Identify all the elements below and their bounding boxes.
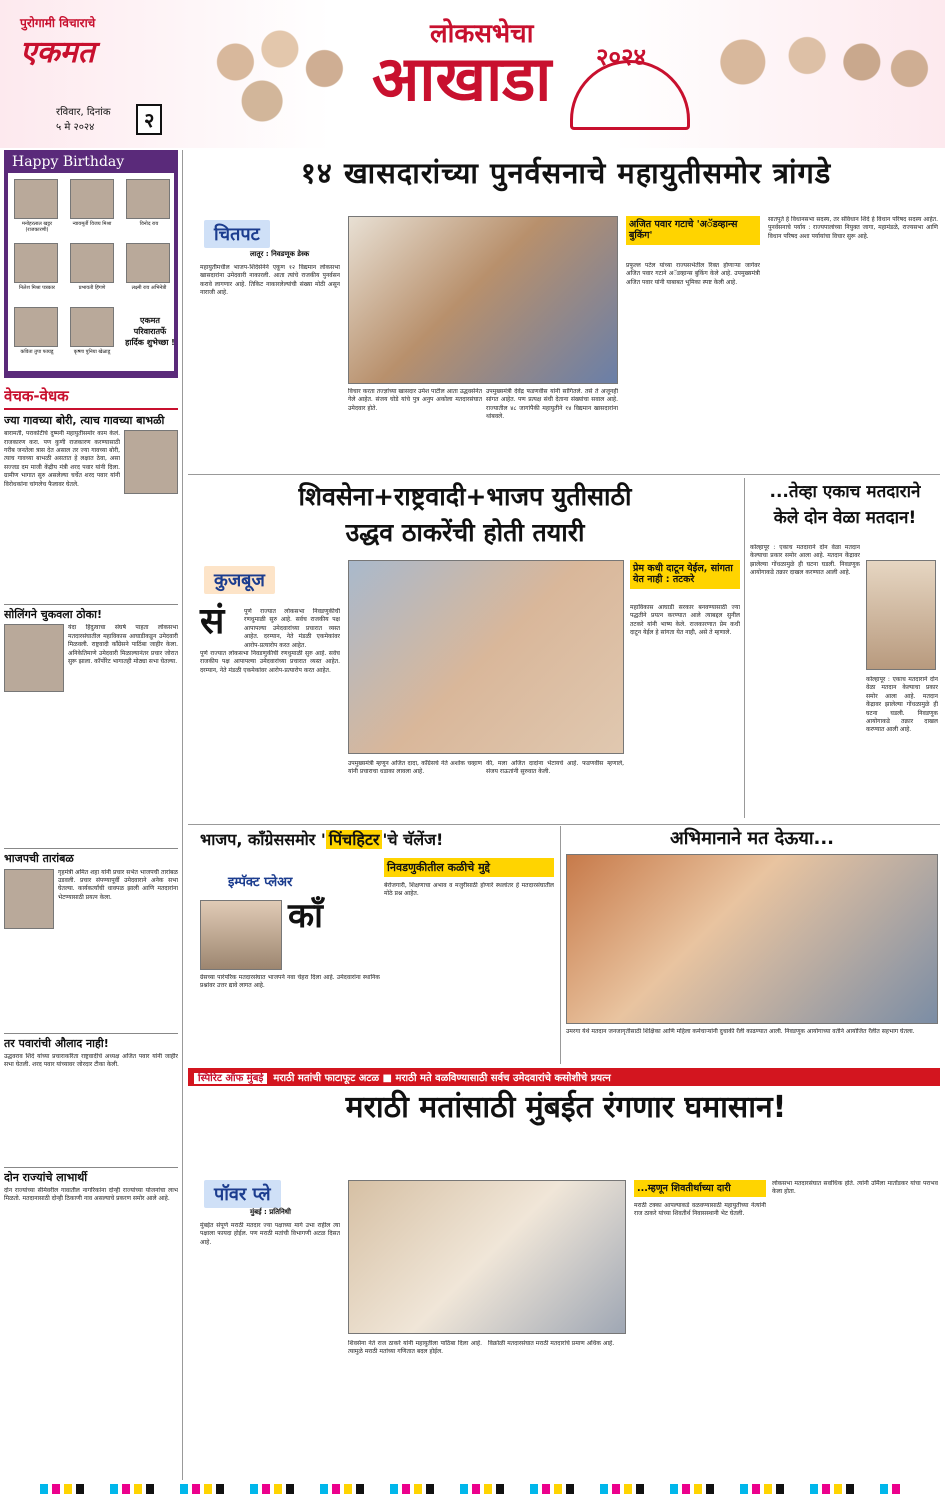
divider	[188, 474, 940, 475]
birthday-name: मनोहरलाल खट्टर (राजकारणी)	[21, 221, 52, 233]
story1-headline: १४ खासदारांच्या पुनर्वसनाचे महायुतीसमोर त्रांगडे	[300, 156, 832, 190]
story3-text-b: कोल्हापूर : एकाच मतदाराने दोन वेळा मतदान केल्याचा प्रकार समोर आला आहे. मतदान केंद्रावर झालेल्या गोंधळामुळे ही घटना घडली. निवडणूक आयोगाकडे तक्रार दाखल करण्यात आली आहे.	[866, 676, 938, 734]
spirit-strip	[188, 1068, 940, 1086]
sidebar-photo	[124, 430, 178, 494]
sidebar-item-title: भाजपची तारांबळ	[4, 848, 178, 865]
sidebar-item-title: तर पवारांची औलाद नाही!	[4, 1033, 178, 1050]
story5-photo	[566, 854, 938, 1024]
story6-photo	[348, 1180, 626, 1334]
brand-logo: एकमत	[20, 35, 95, 70]
story5-headline: अभिमानाने मत देऊया...	[670, 828, 834, 849]
story4-headline-a: भाजप, काँग्रेससमोर '	[200, 830, 326, 849]
story2-tag: कुजबूज	[204, 566, 275, 594]
story2-aside-title: प्रेम कधी दाटून येईल, सांगता येत नाही : तटकरे	[630, 560, 740, 589]
sidebar-header: वेचक-वेधक	[4, 386, 178, 410]
story1-col1: महायुतीमधील भाजप-शिंदेसेनेने एकूण १२ विद्यमान लोकसभा खासदारांना उमेदवारी नाकारली. आता त्यांचे राजकीय पुनर्वसन करावे लागणार आहे. तिकिट नाकारलेल्यांची संख्या मोठी असून नाराजी आहे.	[200, 264, 340, 297]
birthday-name: प्रभावती हिंगणे	[78, 285, 106, 291]
story2-photo	[348, 560, 624, 754]
story2-aside-text: महाविकास आघाडी सरकार बनवण्यासाठी ज्या पद्धतीने प्रयत्न करण्यात आले त्याबद्दल सुनील तटकरे यांनी भाष्य केले. राजकारणात प्रेम कधी दाटून येईल हे सांगता येत नाही, असे ते म्हणाले.	[630, 604, 740, 637]
story2-col3: की, मला अजित दादांना भेटायचे आहे. फडणवीस म्हणाले, संजय राऊतांनी सुरुवात केली.	[486, 760, 624, 776]
birthday-photo	[126, 243, 170, 283]
birthday-photo	[70, 307, 114, 347]
story4-photo	[200, 900, 282, 970]
story6-col3: विक्रोळी मतदारसंघात मराठी मतदारांचे प्रमाण अधिक आहे.	[488, 1340, 615, 1347]
sidebar-item-text: उद्धवराव शिंदे यांच्या प्रचाराकरिता राष्ट्रवादीचे अध्यक्ष अजित पवार यांनी जाहीर सभा घेतली. शरद पवार यांच्यावर जोरदार टीका केली.	[4, 1052, 178, 1069]
story6-col1: मुंबईत संपूर्ण मराठी मतदार ज्या पक्षाच्या मागे उभा राहील त्या पक्षाला फायदा होईल. पण मराठी मतांची विभागणी अटळ दिसत आहे.	[200, 1222, 340, 1246]
birthday-name: न्यायमूर्ती विजय मिश्रा	[72, 221, 112, 227]
story2-headline1: शिवसेना+राष्ट्रवादी+भाजप युतीसाठी	[298, 482, 632, 511]
divider	[560, 826, 561, 1064]
page-number: २	[136, 104, 162, 135]
story6-tag: पॉवर प्ले	[204, 1180, 281, 1208]
story4-aside-text: बेरोजगारी, शिक्षणाचा अभाव व मजुरीसाठी होणारे स्थलांतर हे मतदारसंघातील मोठे प्रश्न आहेत.	[384, 882, 554, 898]
story1-aside-title: अजित पवार गटाचे 'अॅडव्हान्स बुकिंग'	[626, 216, 760, 245]
story6-aside-text: मराठी टक्का आपल्याकडे वळवण्यासाठी महायुतीच्या नेत्यांनी राज ठाकरे यांच्या शिवतीर्थ निवासस्थानी भेट घेतली.	[634, 1202, 766, 1218]
birthday-name: कृष्णा पुनिया खेळाडू	[73, 349, 111, 355]
sidebar-item-title: ज्या गावच्या बोरी, त्याच गावच्या बाभळी	[4, 414, 165, 427]
divider	[188, 824, 940, 825]
sidebar-item-text: दोन राज्यांच्या सीमेवरील गावातील नागरिकांना दोन्ही राज्यांच्या योजनांचा लाभ मिळतो. मतदानासाठी दोन्ही ठिकाणी नाव असल्याचे प्रकरण समोर आले आहे.	[4, 1186, 178, 1203]
print-registration-marks	[40, 1484, 900, 1494]
left-sidebar	[4, 150, 178, 1480]
sidebar-item-title: दोन राज्यांचे लाभार्थी	[4, 1167, 178, 1184]
story1-col5: सातपुते हे विधानसभा सदस्य, तर संविधान शिंदे हे विधान परिषद सदस्य आहेत. पुनर्वसनाचे पर्याय : राज्यपालांच्या नियुक्त जागा, महामंडळे, राज्यसभा आणि विधान परिषद अशा पर्यायांचा विचार सुरू आहे.	[768, 216, 938, 240]
birthday-photo	[14, 243, 58, 283]
story2-col2: उपमुख्यमंत्री म्हणून अजित दादा, काँग्रेसचे नेते अशोक चव्हाण यांनी प्रचाराचा धडाका लावला आहे.	[348, 760, 482, 776]
leaders-right-photo	[700, 10, 938, 140]
story1-col2: विचार करता तज्ज्ञांच्या खासदार उमेश पाटील आता उद्धवसेनेत गेले आहेत. संजय घोडे यांचे पुत्र अनुप अकोला मतदारसंघात उमेदवार होते.	[348, 388, 482, 412]
birthday-name: निलेश मिश्रा पत्रकार	[19, 285, 55, 291]
birthday-photo	[70, 243, 114, 283]
story2-col1b: पूर्ण राज्यात लोकसभा निवडणुकीची रणधुमाळी सुरु आहे. सर्वच राजकीय पक्ष आपापल्या उमेदवारांच्या प्रचारात व्यस्त आहेत. दरम्यान, नेते मंडळी एकमेकांवर आरोप-प्रत्यारोप करत आहेत.	[200, 650, 340, 674]
birthday-box	[4, 150, 178, 378]
story4-col1: ग्रेसच्या पारंपरिक मतदारसंघात भाजपने नवा चेहरा दिला आहे. उमेदवारांना स्थानिक प्रश्नांवर उत्तर द्यावे लागत आहे.	[200, 974, 380, 990]
birthday-name: विनोद राय	[139, 221, 159, 227]
story5-caption: उमरगा येथे मतदान जनजागृतीसाठी शिक्षिका आणि महिला कर्मचाऱ्यांनी दुचाकी रॅली काढण्यात आली. निवडणूक आयोगाच्या वतीने आयोजित रॅलीत सहभाग घेतला.	[566, 1028, 915, 1035]
story6-byline: मुंबई : प्रतिनिधी	[250, 1208, 291, 1216]
story6-col5: लोकसभा मतदारसंघात सर्वाधिक होते. त्यांनी उर्मिला मातोंडकर यांचा पराभव केला होता.	[772, 1180, 938, 1196]
story4-headline-c: 'चे चॅलेंज!	[382, 830, 444, 849]
banner-year: २०२४	[596, 43, 646, 71]
sidebar-photo	[4, 869, 54, 929]
birthday-photo	[14, 179, 58, 219]
story6-col2: शिवसेना नेते राज ठाकरे यांनी महायुतीला पाठिंबा दिला आहे. त्यामुळे मराठी मतांच्या गणितात बदल होईल.	[348, 1340, 482, 1356]
story4-headline-b: पिंचहिटर	[326, 830, 383, 849]
birthday-wish: एकमत परिवारातर्फे हार्दिक शुभेच्छा !	[125, 316, 175, 347]
story3-photo	[866, 560, 936, 670]
masthead-date: ५ मे २०२४	[56, 122, 95, 133]
story3-headline1: ...तेव्हा एकाच मतदाराने	[769, 482, 921, 502]
story6-aside-title: ...म्हणून शिवतीर्थाच्या दारी	[634, 1180, 766, 1197]
sidebar-item-title: सोलिंगने चुकवला ठोका!	[4, 604, 178, 621]
birthday-grid	[8, 173, 174, 371]
story1-photo	[348, 216, 618, 384]
sidebar-item-text: बारामती, पराकोटीचे दुष्मनी महायुतीसमोर काम केलं. राजकारण करा. पण कुणी राजकारण करण्यासाठी गरीब जनतेला त्रास देत असाल तर ज्या गावच्या बोरी, त्याच गावच्या बाभळी असतात हे लक्षात ठेवा, असा सज्जड दम माजी केंद्रीय मंत्री शरद पवार यांनी दिला. ग्रामीण भागात सुरु असलेल्या चर्चेत शरद पवार यांनी विरोधकांना चांगलेच फैलावर घेतले.	[4, 430, 120, 488]
story3-text: कोल्हापूर : एकाच मतदाराने दोन वेळा मतदान केल्याचा प्रकार समोर आला आहे. मतदान केंद्रावर झालेल्या गोंधळामुळे ही घटना घडली. निवडणूक आयोगाकडे तक्रार दाखल करण्यात आली आहे.	[750, 544, 860, 577]
story4-dropcap: काँ	[288, 896, 323, 936]
story1-aside-text: प्रफुल्ल पटेल यांच्या राज्यसभेतील रिक्त होणाऱ्या जागेवर अजित पवार गटाने अॅडव्हान्स बुकिंग केले आहे. उपमुख्यमंत्री अजित पवार यांनी याबाबत भूमिका स्पष्ट केली आहे.	[626, 262, 760, 286]
story4-tag: इम्पॅक्ट प्लेअर	[228, 875, 293, 890]
story1-tag: चितपट	[204, 220, 270, 248]
sidebar-item-text: यंदा हिंदुत्वाचा संघर्ष पाहता लोकसभा मतदारसंघातील महाविकास आघाडीकडून उमेदवारी मिळवली. राष्ट्रवादी काँग्रेसने पाठिंबा जाहीर केला. अनिकेतिमाणे उमेदवारी मिळाल्यानंतर प्रचार जोरात सुरू झाला. कॉर्पोरेट भागातही मोठ्या सभा घेतल्या.	[68, 624, 178, 665]
birthday-title: Happy Birthday	[12, 154, 125, 170]
masthead-day: रविवार, दिनांक	[56, 107, 111, 118]
masthead-tagline: पुरोगामी विचाराचे	[20, 16, 96, 30]
birthday-name: कविता तुपा फायडू	[20, 349, 54, 355]
birthday-photo	[14, 307, 58, 347]
sidebar-item-text: गृहमंत्री अमित शहा यांनी प्रचार सभेत भाजपची तारांबळ उडवली. प्रचार संपण्यापूर्वी उमेदवाराने अनेक सभा घेतल्या. कार्यकर्त्यांची धावपळ झाली आणि मतदारांना भेटण्यासाठी प्रयत्न केला.	[58, 868, 178, 901]
story4-aside-title: निवडणुकीतील कळीचे मुद्दे	[384, 858, 554, 877]
sidebar-divider	[182, 150, 183, 1480]
masthead	[0, 0, 945, 148]
story1-byline: लातूर : निवडणूक डेस्क	[250, 250, 310, 258]
birthday-name: लक्ष्मी राव अभिनेत्री	[131, 285, 167, 291]
strip-text: मराठी मतांची फाटाफूट अटळ ■ मराठी मते वळविण्यासाठी सर्वच उमेदवारांचे कसोशीचे प्रयत्न	[273, 1073, 611, 1084]
story2-col1: पूर्ण राज्यात लोकसभा निवडणुकीची रणधुमाळी सुरु आहे. सर्वच राजकीय पक्ष आपापल्या उमेदवारांच्या प्रचारात व्यस्त आहेत. दरम्यान, नेते मंडळी एकमेकांवर आरोप-प्रत्यारोप करत आहेत.	[244, 608, 340, 648]
story4-headline	[200, 830, 580, 849]
story2-headline2: उद्धव ठाकरेंची होती तयारी	[345, 518, 585, 547]
story6-headline: मराठी मतांसाठी मुंबईत रंगणार घमासान!	[345, 1090, 787, 1125]
divider	[744, 478, 745, 818]
story3-headline2: केले दोन वेळा मतदान!	[773, 508, 917, 528]
sidebar-photo	[4, 624, 64, 692]
birthday-photo	[126, 179, 170, 219]
story1-col3: उपमुख्यमंत्री देवेंद्र फडणवीस यांनी सांगितले. तसे ते अजूनही सांगत आहेत. पण प्रत्यक्ष संधी देताना संख्यांचा सवाल आहे. राज्यातील ४८ जागांपैकी महायुतीने १४ विद्यमान खासदारांना थांबवले.	[486, 388, 618, 421]
leaders-left-photo	[182, 10, 360, 140]
banner-small: लोकसभेचा	[430, 19, 534, 49]
story2-dropcap: सं	[200, 601, 225, 642]
birthday-photo	[70, 179, 114, 219]
banner-big: आखाडा	[372, 42, 552, 115]
strip-label: स्पिरिट ऑफ मुंबई	[194, 1073, 267, 1084]
